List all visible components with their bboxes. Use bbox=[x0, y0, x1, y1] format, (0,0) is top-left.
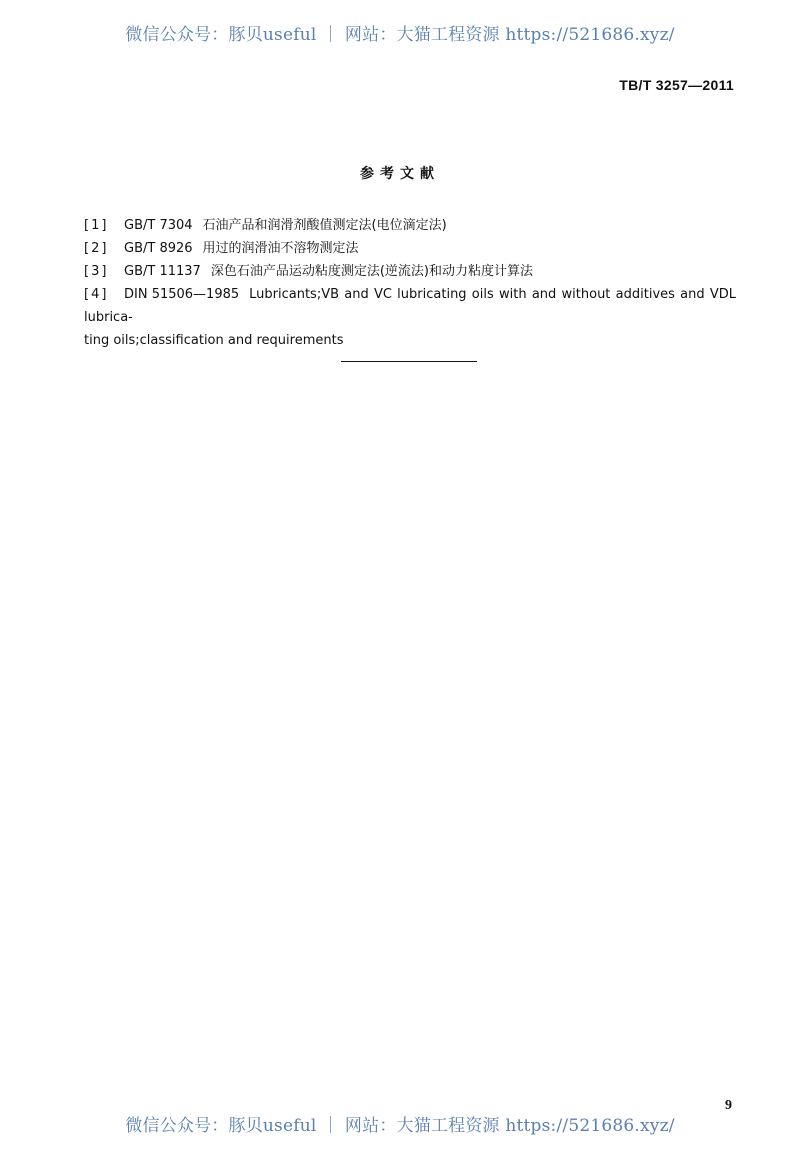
standard-code: TB/T 3257—2011 bbox=[619, 77, 734, 93]
reference-title: Lubricants;VB and VC lubricating oils with and without additives and VDL lubrica- bbox=[84, 287, 736, 325]
reference-list bbox=[84, 214, 736, 352]
reference-number: [1] bbox=[84, 218, 109, 233]
watermark-top: 微信公众号：豚贝useful ｜ 网站：大猫工程资源 https://521686.xyz/ bbox=[125, 25, 675, 45]
end-rule bbox=[341, 361, 477, 362]
reference-item-1 bbox=[84, 214, 736, 237]
reference-title: 深色石油产品运动粘度测定法(逆流法)和动力粘度计算法 bbox=[210, 264, 533, 279]
reference-code: GB/T 11137 bbox=[124, 264, 201, 279]
reference-code: GB/T 7304 bbox=[124, 218, 193, 233]
reference-item-3 bbox=[84, 260, 736, 283]
reference-title: 用过的润滑油不溶物测定法 bbox=[202, 241, 359, 256]
page-number: 9 bbox=[725, 1098, 732, 1113]
reference-title: 石油产品和润滑剂酸值测定法(电位滴定法) bbox=[202, 218, 447, 233]
reference-title-continuation: ting oils;classification and requirements bbox=[84, 333, 344, 348]
reference-code: GB/T 8926 bbox=[124, 241, 193, 256]
reference-number: [2] bbox=[84, 241, 109, 256]
reference-item-2 bbox=[84, 237, 736, 260]
watermark-bottom: 微信公众号：豚贝useful ｜ 网站：大猫工程资源 https://521686.xyz/ bbox=[125, 1116, 675, 1136]
section-title: 参考文献 bbox=[360, 166, 440, 182]
reference-number: [3] bbox=[84, 264, 109, 279]
reference-code: DIN 51506—1985 bbox=[124, 287, 240, 302]
reference-item-4 bbox=[84, 283, 736, 352]
reference-number: [4] bbox=[84, 287, 109, 302]
